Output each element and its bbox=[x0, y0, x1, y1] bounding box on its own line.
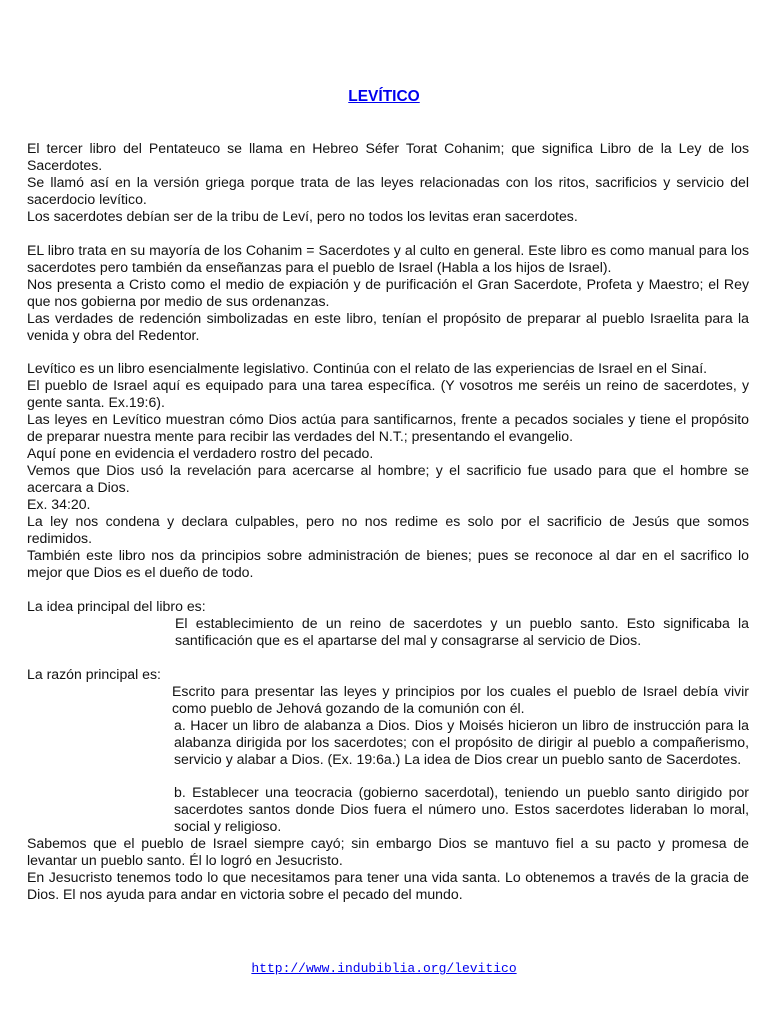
document-title-link[interactable]: LEVÍTICO bbox=[348, 88, 420, 105]
paragraph-spacer bbox=[27, 343, 749, 360]
paragraph-spacer bbox=[27, 767, 749, 784]
paragraph: Vemos que Dios usó la revelación para acercarse al hombre; y el sacrificio fue usado para que el hombre se acercara a Dios. bbox=[27, 462, 749, 496]
paragraph: También este libro nos da principios sobre administración de bienes; pues se reconoce al dar en el sacrifico lo mejor que Dios es el dueño de todo. bbox=[27, 546, 749, 580]
paragraph: Sabemos que el pueblo de Israel siempre cayó; sin embargo Dios se mantuvo fiel a su pacto y promesa de levantar un pueblo santo. Él lo logró en Jesucristo. bbox=[27, 835, 749, 869]
source-url-link[interactable]: http://www.indubiblia.org/levitico bbox=[251, 961, 517, 976]
paragraph: Las verdades de redención simbolizadas en este libro, tenían el propósito de preparar al pueblo Israelita para la venida y obra del Redentor. bbox=[27, 309, 749, 343]
paragraph: La ley nos condena y declara culpables, pero no nos redime es solo por el sacrificio de Jesús que somos redimidos. bbox=[27, 513, 749, 547]
paragraph: Las leyes en Levítico muestran cómo Dios actúa para santificarnos, frente a pecados sociales y tiene el propósito de preparar nuestra mente para recibir las verdades del N.T.; presentando el evangelio. bbox=[27, 411, 749, 445]
list-item: a. Hacer un libro de alabanza a Dios. Dios y Moisés hicieron un libro de instrucción para la alabanza dirigida por los sacerdotes; con el propósito de dirigir al pueblo a compañerismo, servicio y alabar a Dios. (Ex. 19:6a.) La idea de Dios crear un pueblo santo de Sacerdotes. bbox=[174, 716, 749, 767]
paragraph: En Jesucristo tenemos todo lo que necesitamos para tener una vida santa. Lo obtenemos a través de la gracia de Dios. El nos ayuda para andar en victoria sobre el pecado del mundo. bbox=[27, 869, 749, 903]
document-body bbox=[27, 140, 749, 903]
list-item: b. Establecer una teocracia (gobierno sacerdotal), teniendo un pueblo santo dirigido por sacerdotes santos donde Dios fuera el número uno. Estos sacerdotes lideraban lo moral, social y religioso. bbox=[174, 784, 749, 835]
paragraph-spacer bbox=[27, 649, 749, 666]
paragraph: Se llamó así en la versión griega porque trata de las leyes relacionadas con los ritos, sacrificios y servicio del sacerdocio levítico. bbox=[27, 173, 749, 207]
paragraph: Nos presenta a Cristo como el medio de expiación y de purificación el Gran Sacerdote, Profeta y Maestro; el Rey que nos gobierna por medio de sus ordenanzas. bbox=[27, 275, 749, 309]
paragraph: Ex. 34:20. bbox=[27, 496, 91, 513]
section-heading: La idea principal del libro es: bbox=[27, 597, 206, 614]
section-heading: La razón principal es: bbox=[27, 665, 161, 682]
paragraph: Los sacerdotes debían ser de la tribu de Leví, pero no todos los levitas eran sacerdotes. bbox=[27, 207, 578, 224]
paragraph: Levítico es un libro esencialmente legislativo. Continúa con el relato de las experiencias de Israel en el Sinaí. bbox=[27, 360, 708, 377]
paragraph: Escrito para presentar las leyes y principios por los cuales el pueblo de Israel debía vivir como pueblo de Jehová gozando de la comunión con él. bbox=[172, 682, 749, 716]
paragraph: Aquí pone en evidencia el verdadero rostro del pecado. bbox=[27, 445, 374, 462]
paragraph-spacer bbox=[27, 225, 749, 242]
paragraph: El tercer libro del Pentateuco se llama en Hebreo Séfer Torat Cohanim; que significa Libro de la Ley de los Sacerdotes. bbox=[27, 140, 749, 173]
paragraph-spacer bbox=[27, 581, 749, 598]
paragraph: El pueblo de Israel aquí es equipado para una tarea específica. (Y vosotros me seréis un reino de sacerdotes, y gente santa. Ex.19:6). bbox=[27, 377, 749, 411]
paragraph: EL libro trata en su mayoría de los Cohanim = Sacerdotes y al culto en general. Este libro es como manual para los sacerdotes pero también da enseñanzas para el pueblo de Israel (Habla a los hijos de Israel). bbox=[27, 241, 749, 275]
paragraph: El establecimiento de un reino de sacerdotes y un pueblo santo. Esto significaba la santificación que es el apartarse del mal y consagrarse al servicio de Dios. bbox=[175, 614, 749, 648]
